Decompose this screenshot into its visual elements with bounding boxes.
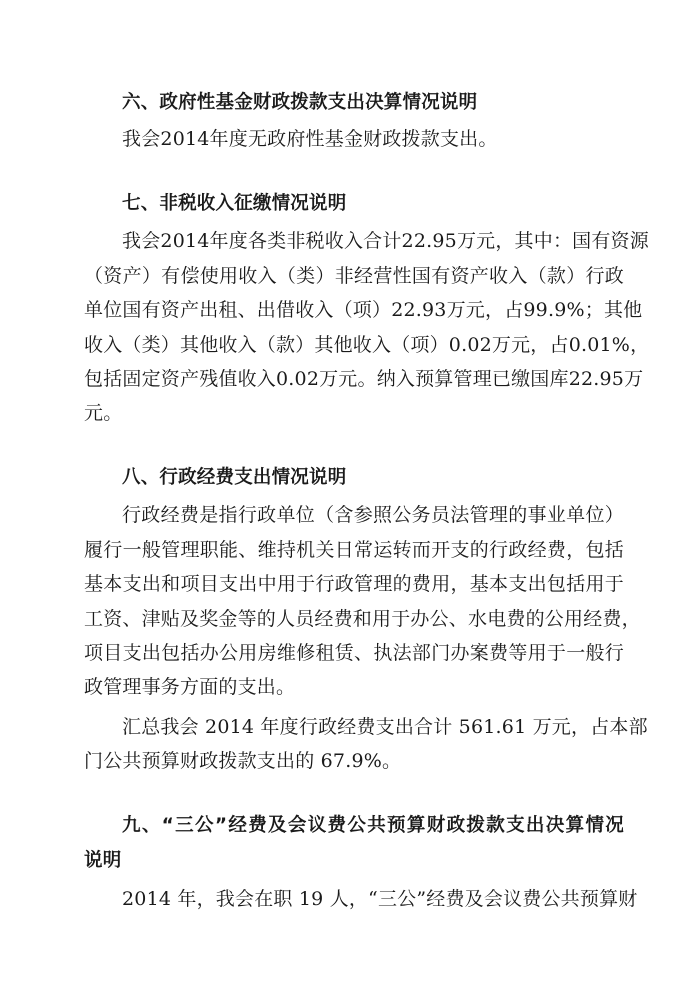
section-7-line-4: 收入（类）其他收入（款）其他收入（项）0.02万元，占0.01%， [84,334,650,356]
section-8-line-1: 行政经费是指行政单位（含参照公务员法管理的事业单位） [122,504,624,526]
section-8-line-6: 政管理事务方面的支出。 [84,676,296,698]
section-8-heading: 八、行政经费支出情况说明 [122,467,347,488]
section-9-line-1: 2014 年，我会在职 19 人，“三公”经费及会议费公共预算财 [122,888,638,910]
section-6-line-1: 我会2014年度无政府性基金财政拨款支出。 [122,128,498,150]
section-7-line-1: 我会2014年度各类非税收入合计22.95万元，其中：国有资源 [122,230,649,252]
section-8-line-4: 工资、津贴及奖金等的人员经费和用于办公、水电费的公用经费， [84,608,641,630]
section-7-heading: 七、非税收入征缴情况说明 [122,193,347,214]
section-7-line-2: （资产）有偿使用收入（类）非经营性国有资产收入（款）行政 [84,265,624,287]
section-8-line-2: 履行一般管理职能、维持机关日常运转而开支的行政经费，包括 [84,539,624,561]
section-7-line-5: 包括固定资产残值收入0.02万元。纳入预算管理已缴国库22.95万 [84,368,644,390]
section-8-line-5: 项目支出包括办公用房维修租赁、执法部门办案费等用于一般行 [84,642,624,664]
section-8-line-3: 基本支出和项目支出中用于行政管理的费用，基本支出包括用于 [84,573,624,595]
section-8-line-7: 汇总我会 2014 年度行政经费支出合计 561.61 万元，占本部 [122,716,648,738]
section-9-heading-cont: 说明 [84,850,122,871]
section-8-line-8: 门公共预算财政拨款支出的 67.9%。 [84,750,402,772]
section-6-heading: 六、政府性基金财政拨款支出决算情况说明 [122,92,478,113]
section-9-heading: 九、“三公”经费及会议费公共预算财政拨款支出决算情况 [122,815,624,836]
section-7-line-6: 元。 [84,402,123,424]
section-7-line-3: 单位国有资产出租、出借收入（项）22.93万元，占99.9%；其他 [84,299,643,321]
